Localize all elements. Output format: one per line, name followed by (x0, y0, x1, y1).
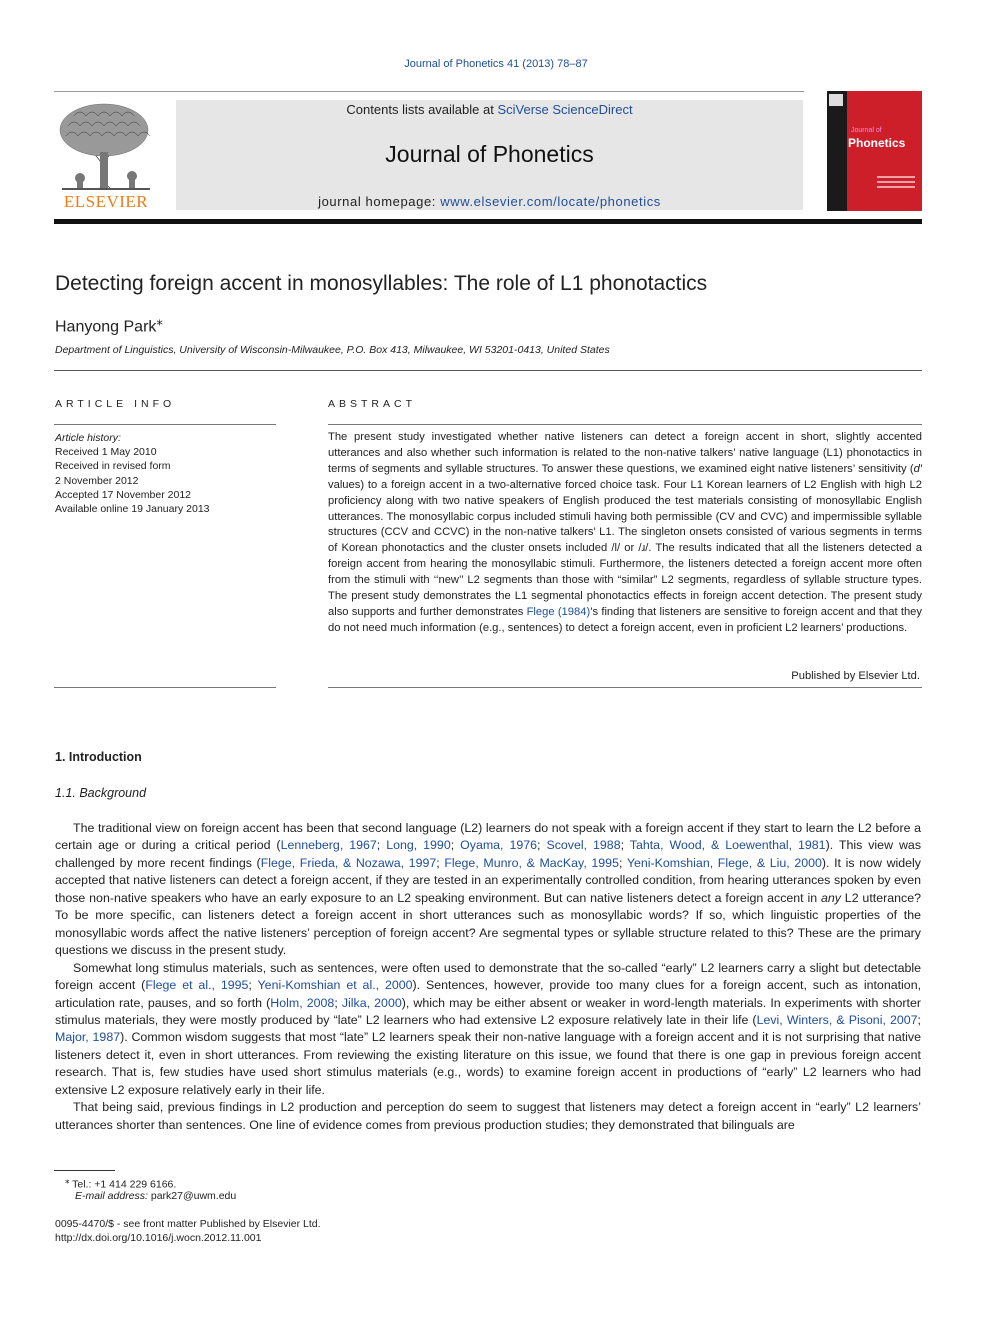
abstract-rule-bottom (328, 687, 922, 688)
footnote-rule (54, 1170, 115, 1171)
journal-reference[interactable]: Journal of Phonetics 41 (2013) 78–87 (404, 58, 588, 70)
citation-link[interactable]: Long, 1990 (386, 838, 451, 853)
history-item: Accepted 17 November 2012 (55, 488, 192, 501)
affiliation-rule (54, 370, 922, 371)
abstract-heading: ABSTRACT (328, 398, 417, 410)
article-info-heading: ARTICLE INFO (55, 398, 176, 410)
citation-link[interactable]: Yeni-Komshian et al., 2000 (257, 978, 413, 993)
sciencedirect-link[interactable]: SciVerse ScienceDirect (497, 102, 633, 117)
history-item: Received 1 May 2010 (55, 446, 157, 459)
cover-publisher-icon (829, 94, 843, 106)
citation-link[interactable]: Flege et al., 1995 (145, 978, 249, 993)
citation-link[interactable]: Yeni-Komshian, Flege, & Liu, 2000 (626, 855, 822, 870)
citation-link[interactable]: Levi, Winters, & Pisoni, 2007 (756, 1012, 918, 1027)
article-title: Detecting foreign accent in monosyllables: The role of L1 phonotactics (55, 272, 708, 295)
publisher-wordmark[interactable]: ELSEVIER (63, 192, 149, 211)
paragraph: The traditional view on foreign accent has been that second language (L2) learners do not speak with a foreign accent if they start to learn the L2 before a certain age or during a critical period (Lenneberg, 1967; Long, 1990; Oyama, 1976; Scovel, 1988; Tahta, Wood, & Loewenthal, 1981). This view was challenged by more recent findings (Flege, Frieda, & Nozawa, 1997; Flege, Munro, & MacKay, 1995; Yeni-Komshian, Flege, & Liu, 2000). It is now widely accepted that native listeners can detect a foreign accent, if they are tested in an experimentally controlled condition, from hearing utterances spoken by even those non-native speakers who have an early exposure to an L2 speaking environment. But can native listeners detect a foreign accent in any L2 utterance? To be more specific, can listeners detect a foreign accent in short utterances such as monosyllabic words? If so, which linguistic properties of the monosyllabic words affect the native listeners’ perception of foreign accent? Are segmental types or syllable structure related to this? These are the primary questions we discuss in the present study. (55, 821, 922, 958)
history-item: Received in revised form (55, 460, 171, 473)
citation-link[interactable]: Jilka, 2000 (341, 995, 402, 1010)
journal-homepage-line (176, 194, 803, 209)
citation-link[interactable]: Scovel, 1988 (546, 838, 621, 853)
homepage-link[interactable]: www.elsevier.com/locate/phonetics (440, 194, 661, 209)
contents-available-line (176, 102, 803, 117)
history-item: Available online 19 January 2013 (55, 503, 210, 516)
published-by: Published by Elsevier Ltd. (791, 670, 920, 682)
section-heading-introduction: 1. Introduction (55, 750, 142, 764)
citation-link[interactable]: Flege (1984) (526, 605, 591, 618)
citation-link[interactable]: Holm, 2008 (270, 995, 335, 1010)
article-info-rule-top (54, 424, 276, 425)
history-item: 2 November 2012 (55, 474, 139, 487)
article-info-rule-bottom (54, 687, 276, 688)
history-label: Article history: (55, 432, 121, 444)
issn-line: 0095-4470/$ - see front matter Published by Elsevier Ltd. (55, 1218, 321, 1230)
author-name-text: Hanyong Park (55, 318, 157, 336)
article-history (55, 431, 210, 516)
journal-cover-thumbnail[interactable] (827, 91, 922, 211)
citation-link[interactable]: Major, 1987 (55, 1030, 121, 1045)
author-footnote-mark[interactable]: ⁎ (156, 313, 163, 328)
footnote-telephone: ⁎ Tel.: +1 414 229 6166. (65, 1175, 177, 1191)
paragraph: Somewhat long stimulus materials, such as sentences, were often used to demonstrate that the so-called “early” L2 learners carry a slight but detectable foreign accent (Flege et al., 1995; Yeni-Komshian et al., 2000). Sentences, however, provide too many clues for a foreign accent, such as intonation, articulation rate, pauses, and so forth (Holm, 2008; Jilka, 2000), which may be either absent or weaker in word-length materials. In experiments with shorter stimulus materials, they were mostly produced by “late” L2 learners who had extensive L2 exposure relatively late in their life (Levi, Winters, & Pisoni, 2007; Major, 1987). Common wisdom suggests that most “late” L2 learners speak their non-native language with a foreign accent and it is not surprising that native listeners detect it, even in short utterances. From reviewing the existing literature on this issue, we found that there is one gap in previous foreign accent research. That is, few studies have used short stimulus materials (e.g., words) to examine foreign accent in productions of “early” L2 learners who had extensive L2 exposure relatively early in their life. (55, 960, 922, 1097)
author-affiliation: Department of Linguistics, University of Wisconsin-Milwaukee, P.O. Box 413, Milwaukee, WI 53201-0413, United States (55, 344, 610, 356)
citation-link[interactable]: Flege, Frieda, & Nozawa, 1997 (260, 855, 437, 870)
citation-link[interactable]: Flege, Munro, & MacKay, 1995 (444, 855, 619, 870)
citation-link[interactable]: Oyama, 1976 (460, 838, 538, 853)
citation-link[interactable]: Tahta, Wood, & Loewenthal, 1981 (629, 838, 826, 853)
subsection-heading-background: 1.1. Background (55, 786, 147, 800)
footnote-email: E-mail address: park27@uwm.edu (75, 1190, 237, 1202)
cover-decoration (877, 176, 915, 191)
homepage-prefix: journal homepage: (318, 194, 441, 209)
doi-link[interactable]: http://dx.doi.org/10.1016/j.wocn.2012.11.001 (55, 1232, 262, 1244)
contents-prefix: Contents lists available at (346, 102, 498, 117)
abstract-text: The present study investigated whether native listeners can detect a foreign accent in short, slightly accented utterances and also whether such information is related to the non-native talkers’ native language (L1) phonotactics in terms of segments and syllable structures. To answer these questions, we examined eight native listeners’ sensitivity (d′ values) to a foreign accent in a two-alternative forced choice task. Four L1 Korean learners of L2 English with high L2 proficiency along with two native speakers of English produced the test materials consisting of monosyllabic English utterances. The monosyllabic corpus included stimuli having both permissible (CV and CVC) and impermissible syllable structures (CCV and CCVC) in the non-native talkers’ L1. The singleton onsets consisted of various segments in terms of Korean phonotactics and the cluster onsets included /l/ or /ɹ/. The results indicated that all the listeners detected a foreign accent from hearing the monosyllabic stimuli. Furthermore, the listeners detected a foreign accent more often from the stimuli with ‘‘new’’ L2 segments than those with “similar” L2 segments, regardless of syllable structure types. The present study demonstrates the L1 segmental phonotactics effects in foreign accent detection. The present study also supports and further demonstrates Flege (1984)’s finding that listeners are sensitive to foreign accent and that they do not need much information (e.g., sentences) to detect a foreign accent, even in proficient L2 learners’ productions. (328, 431, 922, 634)
body-text (55, 820, 921, 1134)
cover-title: Phonetics (848, 136, 906, 150)
header-thick-rule (54, 219, 922, 224)
cover-small-text: Journal of (851, 127, 882, 134)
paragraph: That being said, previous findings in L2 production and perception do seem to suggest that listeners may detect a foreign accent in “early” L2 learners’ utterances shorter than sentences. One line of evidence comes from previous production studies; they demonstrated that bilinguals are (55, 1100, 921, 1132)
header-top-rule (54, 91, 804, 92)
abstract-rule-top (328, 424, 922, 425)
cover-spine (827, 91, 847, 211)
journal-title: Journal of Phonetics (385, 141, 594, 167)
citation-link[interactable]: Lenneberg, 1967 (280, 838, 377, 853)
author-name[interactable] (55, 313, 163, 336)
email-link[interactable]: park27@uwm.edu (147, 1190, 237, 1202)
